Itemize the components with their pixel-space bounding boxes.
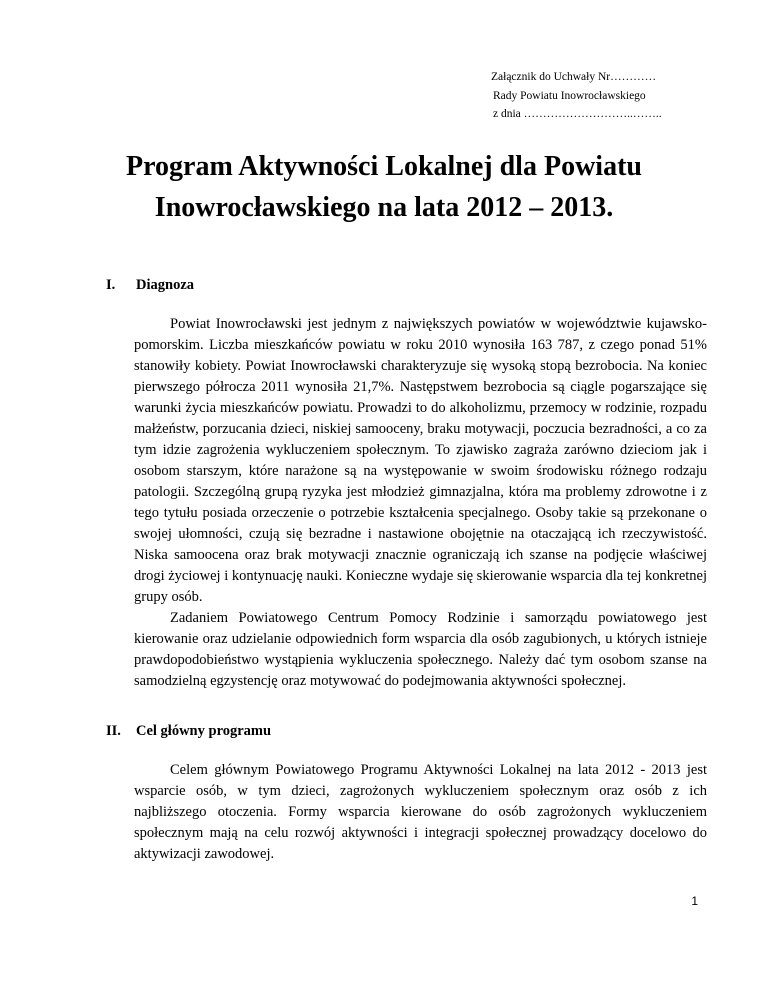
section-1-title: Diagnoza [136,277,194,293]
section-2-number: II. [106,723,121,739]
page-number: 1 [691,894,698,908]
section-1-body [134,314,707,692]
section-2-body [134,760,707,865]
annex-line-3: z dnia ………………………..…….. [493,108,662,120]
annex-note [491,68,662,124]
section-2-heading [106,721,271,741]
section-1-paragraph-1: Powiat Inowrocławski jest jednym z największych powiatów w województwie kujawsko-pomorskim. Liczba mieszkańców powiatu w roku 2010 wynosiła 163 787, z czego ponad 51% stanowiły kobiety. Powiat Inowrocławski charakteryzuje się wysoką stopą bezrobocia. Na koniec pierwszego półrocza 2011 wynosiła 21,7%. Następstwem bezrobocia są ciągle pogarszające się warunki życia mieszkańców powiatu. Prowadzi to do alkoholizmu, przemocy w rodzinie, rozpadu małżeństw, porzucania dzieci, niskiej samooceny, braku motywacji, poczucia bezradności, a co za tym idzie zagrożenia wykluczeniem społecznym. To zjawisko zagraża zarówno dzieciom jak i osobom starszym, które narażone są na występowanie w swoim środowisku różnego rodzaju patologii. Szczególną grupą ryzyka jest młodzież gimnazjalna, która ma problemy zdrowotne i z tego tytułu posiada orzeczenie o potrzebie kształcenia specjalnego. Osoby takie są przekonane o swojej ułomności, czują się bezradne i nastawione obojętnie na otaczającą ich rzeczywistość. Niska samoocena oraz brak motywacji znacznie ograniczają ich szanse na podjęcie właściwej drogi życiowej i kontynuację nauki. Konieczne wydaje się skierowanie wsparcia dla tej konkretnej grupy osób. [134,316,707,605]
annex-line-2: Rady Powiatu Inowrocławskiego [493,89,646,102]
document-title [60,146,708,228]
title-line-1: Program Aktywności Lokalnej dla Powiatu [126,151,642,182]
section-2-title: Cel główny programu [136,723,272,739]
section-2-paragraph-1: Celem głównym Powiatowego Programu Aktywności Lokalnej na lata 2012 - 2013 jest wsparcie osób, w tym dzieci, zagrożonych wykluczeniem społecznym oraz osób z ich najbliższego otoczenia. Formy wsparcia kierowane do osób zagrożonych wykluczeniem społecznym mają na celu rozwój aktywności i integracji społecznej prowadzący docelowo do aktywizacji zawodowej. [134,762,707,862]
annex-line-1: Załącznik do Uchwały Nr………… [491,71,657,83]
section-1-paragraph-2: Zadaniem Powiatowego Centrum Pomocy Rodzinie i samorządu powiatowego jest kierowanie oraz udzielanie odpowiednich form wsparcia dla osób zagubionych, u których istnieje prawdopodobieństwo wystąpienia wykluczenia społecznego. Należy dać tym osobom szanse na samodzielną egzystencję oraz motywować do podejmowania aktywności społecznej. [134,610,707,689]
section-1-heading [106,275,194,295]
section-1-number: I. [106,277,116,293]
title-line-2: Inowrocławskiego na lata 2012 – 2013. [154,192,614,223]
